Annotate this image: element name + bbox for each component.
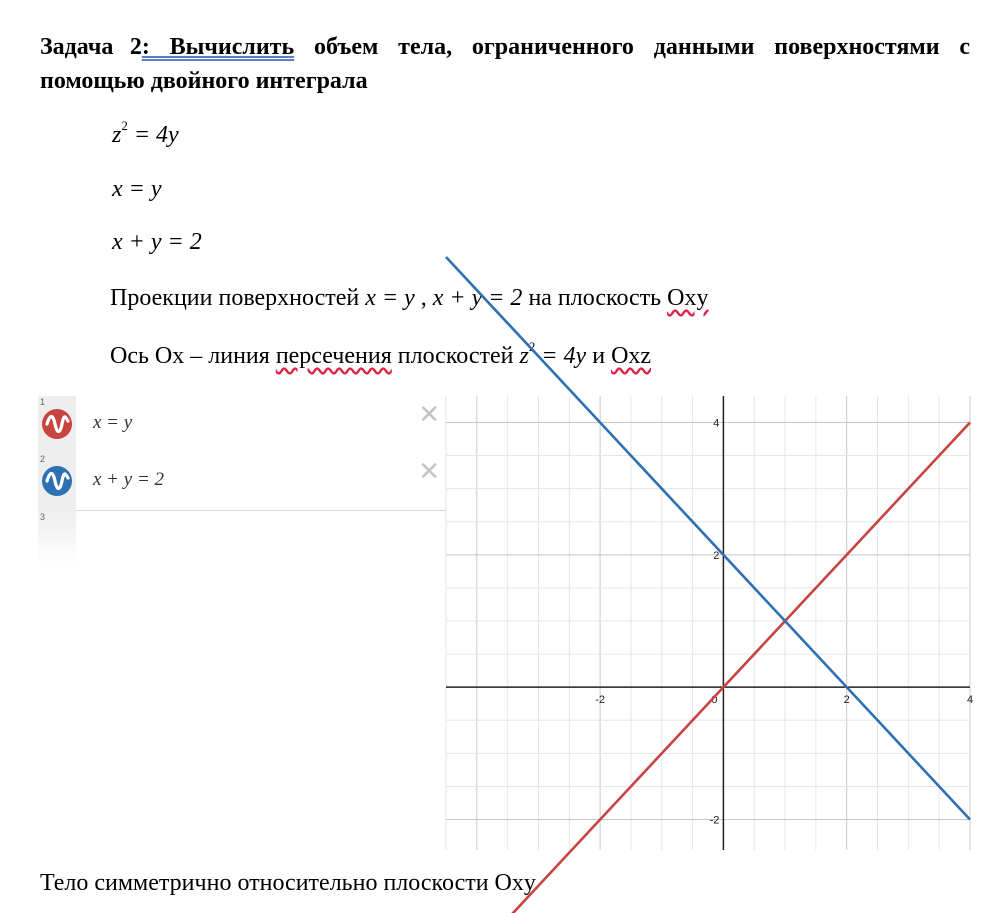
axis-prefix: Ось Ox – линия [110,343,276,369]
projection-mid: на плоскость [522,285,668,311]
x-tick-label: 2 [843,694,850,707]
equation-1-rhs: = 4y [127,122,179,148]
axis-paragraph [110,339,652,370]
projection-eq2: x + y = 2 [432,285,523,311]
expression-list [38,396,446,566]
axis-plane: Oxz [611,343,652,369]
axis-misspelled-word: персечения [275,343,392,369]
x-tick-label: 0 [711,694,718,707]
y-tick-label: 4 [713,417,720,430]
delete-expression-icon[interactable]: ✕ [418,457,440,487]
equation-1 [112,118,179,149]
equation-1-lhs: z [112,122,122,148]
graph-background [446,396,970,850]
task-heading [40,30,970,98]
equation-1-exp: 2 [121,118,128,133]
x-tick-label: -2 [595,694,606,707]
projection-sep: , [414,285,433,311]
expression-index-empty: 3 [40,512,46,522]
graph-style-icon[interactable] [42,409,72,439]
expression-row-2[interactable] [38,453,446,511]
task-verb: : Вычислить [141,34,295,60]
projection-eq1: x = y [365,285,415,311]
y-tick-label: -2 [709,814,720,827]
delete-expression-icon[interactable]: ✕ [418,400,440,430]
expression-index: 2 [40,454,46,464]
projection-paragraph [110,285,708,312]
task-label: Задача [40,34,114,60]
expression-input[interactable]: x = y [93,412,133,433]
graph-canvas[interactable] [446,396,974,850]
expression-input[interactable]: x + y = 2 [93,469,165,490]
footer-text: Тело симметрично относительно плоскости Oxy [40,870,536,896]
expression-row-1[interactable] [38,396,446,454]
axis-mid: плоскостей [391,343,520,369]
task-number: 2 [129,34,142,60]
expression-gutter [38,453,76,510]
expression-gutter [38,396,76,453]
projection-plane: Oxy [667,285,709,311]
expression-index: 1 [40,397,46,407]
y-tick-label: 2 [713,549,720,562]
axis-eq-exp: 2 [528,339,536,354]
equation-3: x + y = 2 [112,229,202,255]
graph-style-icon[interactable] [42,466,72,496]
projection-prefix: Проекции поверхностей [110,285,366,311]
axis-and: и [586,343,612,369]
axis-eq-rhs: = 4y [535,343,587,369]
equation-2: x = y [112,176,162,202]
axis-eq-lhs: z [519,343,529,369]
x-tick-label: 4 [966,694,974,707]
task-text: объем тела, ограниченного данными поверхностями с помощью двойного интеграла [40,34,971,94]
